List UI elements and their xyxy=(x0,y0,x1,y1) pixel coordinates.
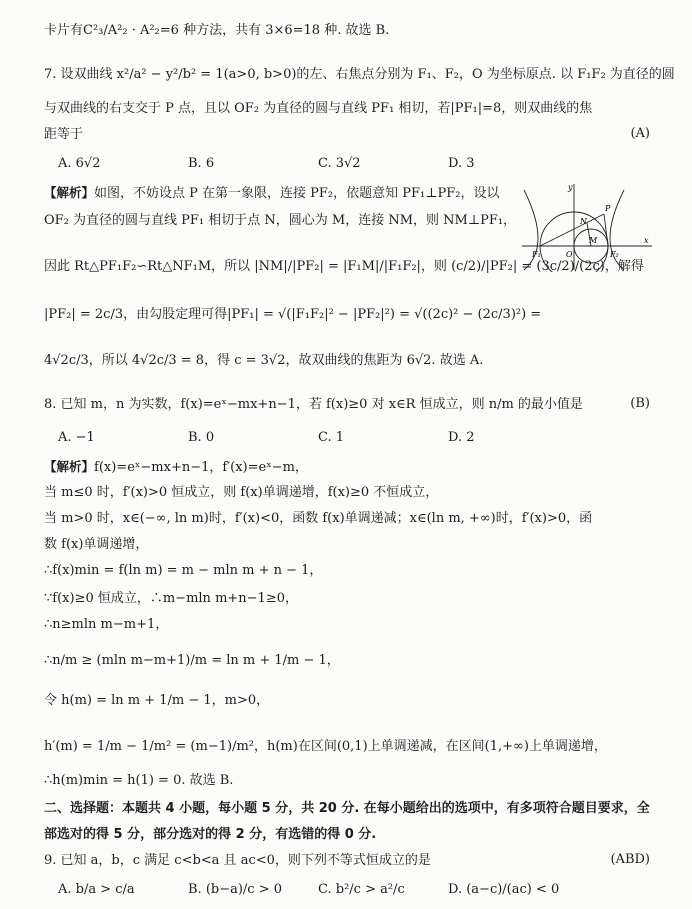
s7-line-1-text: 如图，不妨设点 P 在第一象限，连接 PF₂，依题意知 PF₁⊥PF₂，设以 xyxy=(94,186,500,201)
section-2-line-1: 二、选择题：本题共 4 小题，每小题 5 分，共 20 分. 在每小题给出的选项中，有多项符合题目要求，全 xyxy=(44,801,650,816)
q7-line-1: 7. 设双曲线 x²/a² − y²/b² = 1(a>0, b>0)的左、右焦点分别为 F₁、F₂，O 为坐标原点. 以 F₁F₂ 为直径的圆 xyxy=(44,67,675,82)
q7-option-d: D. 3 xyxy=(448,156,475,171)
s8-line-1 xyxy=(44,458,308,477)
s7-line-1 xyxy=(44,184,499,203)
label-n: N xyxy=(580,217,587,226)
s8-line-9: 令 h(m) = ln m + 1/m − 1，m>0， xyxy=(44,693,270,708)
s8-line-4: 数 f(x)单调递增， xyxy=(44,537,149,552)
section-2-line-2: 部选对的得 5 分，部分选对的得 2 分，有选错的得 0 分. xyxy=(44,827,377,842)
s7-line-3: 因此 Rt△PF₁F₂∽Rt△NF₁M，所以 |NM|/|PF₂| = |F₁M|/|F₁F₂|，则 (c/2)/|PF₂| = (3c/2)/(2c)，解得 xyxy=(44,259,644,274)
line-pf2 xyxy=(604,214,608,246)
q9-option-a: A. b/a > c/a xyxy=(58,882,135,897)
q7-answer: (A) xyxy=(630,126,650,141)
label-o: O xyxy=(566,250,573,259)
s8-line-7: ∴n≥mln m−m+1， xyxy=(44,617,169,632)
s8-line-1-text: f(x)=eˣ−mx+n−1，f′(x)=eˣ−m， xyxy=(94,460,308,475)
s8-line-11: ∴h(m)min = h(1) = 0. 故选 B. xyxy=(44,773,234,788)
q8-option-b: B. 0 xyxy=(188,430,215,445)
q8-option-d: D. 2 xyxy=(448,430,475,445)
s8-line-10: h′(m) = 1/m − 1/m² = (m−1)/m²，h(m)在区间(0,1)上单调递减，在区间(1,+∞)上单调递增， xyxy=(44,739,607,754)
s8-line-3: 当 m>0 时，x∈(−∞, ln m)时，f′(x)<0，函数 f(x)单调递减；x∈(ln m, +∞)时，f′(x)>0，函 xyxy=(44,511,593,526)
q7-option-c: C. 3√2 xyxy=(318,156,361,171)
q7-option-a: A. 6√2 xyxy=(58,156,101,171)
solution-tag: 【解析】 xyxy=(44,185,95,200)
q8-answer: (B) xyxy=(630,396,650,411)
label-f2: F₂ xyxy=(610,250,619,259)
q9-option-d: D. (a−c)/(ac) < 0 xyxy=(448,882,560,897)
label-m: M xyxy=(589,236,598,245)
q9-option-b: B. (b−a)/c > 0 xyxy=(188,882,283,897)
s7-line-4: |PF₂| = 2c/3，由勾股定理可得|PF₁| = √(|F₁F₂|² − |PF₂|²) = √((2c)² − (2c/3)²) = xyxy=(44,307,542,322)
s8-line-8: ∴n/m ≥ (mln m−m+1)/m = ln m + 1/m − 1， xyxy=(44,653,340,668)
q7-line-2: 与双曲线的右支交于 P 点，且以 OF₂ 为直径的圆与直线 PF₁ 相切，若|PF₁|=8，则双曲线的焦 xyxy=(44,101,593,116)
label-f1: F₁ xyxy=(532,250,541,259)
s8-line-6: ∵f(x)≥0 恒成立，∴m−mln m+n−1≥0， xyxy=(44,591,298,606)
s8-line-5: ∴f(x)min = f(ln m) = m − mln m + n − 1， xyxy=(44,563,323,578)
q7-option-b: B. 6 xyxy=(188,156,215,171)
top-line: 卡片有C²₃/A²₂ · A²₂=6 种方法，共有 3×6=18 种. 故选 B. xyxy=(44,23,390,38)
label-y: y xyxy=(568,183,573,192)
q7-options xyxy=(58,156,618,171)
s7-line-5: 4√2c/3，所以 4√2c/3 = 8，得 c = 3√2，故双曲线的焦距为 6√2. 故选 A. xyxy=(44,353,484,368)
s8-line-2: 当 m≤0 时，f′(x)>0 恒成立，则 f(x)单调递增，f(x)≥0 不恒成立， xyxy=(44,485,439,500)
q9-option-c: C. b²/c > a²/c xyxy=(318,882,405,897)
solution-tag: 【解析】 xyxy=(44,459,95,474)
s7-line-2: OF₂ 为直径的圆与直线 PF₁ 相切于点 N，圆心为 M，连接 NM，则 NM⊥PF₁， xyxy=(44,213,517,228)
q8-option-a: A. −1 xyxy=(58,430,95,445)
q8-options xyxy=(58,430,618,445)
q7-line-3: 距等于 xyxy=(44,127,84,142)
q8-line-1: 8. 已知 m，n 为实数，f(x)=eˣ−mx+n−1，若 f(x)≥0 对 x∈R 恒成立，则 n/m 的最小值是 xyxy=(44,397,583,412)
label-x: x xyxy=(644,236,649,245)
hyperbola-figure xyxy=(516,180,656,272)
q9-line-1: 9. 已知 a，b，c 满足 c<b<a 且 ac<0，则下列不等式恒成立的是 xyxy=(44,853,431,868)
q8-option-c: C. 1 xyxy=(318,430,345,445)
q9-options xyxy=(58,882,618,897)
q9-answer: (ABD) xyxy=(610,852,650,867)
label-p: P xyxy=(605,204,611,213)
